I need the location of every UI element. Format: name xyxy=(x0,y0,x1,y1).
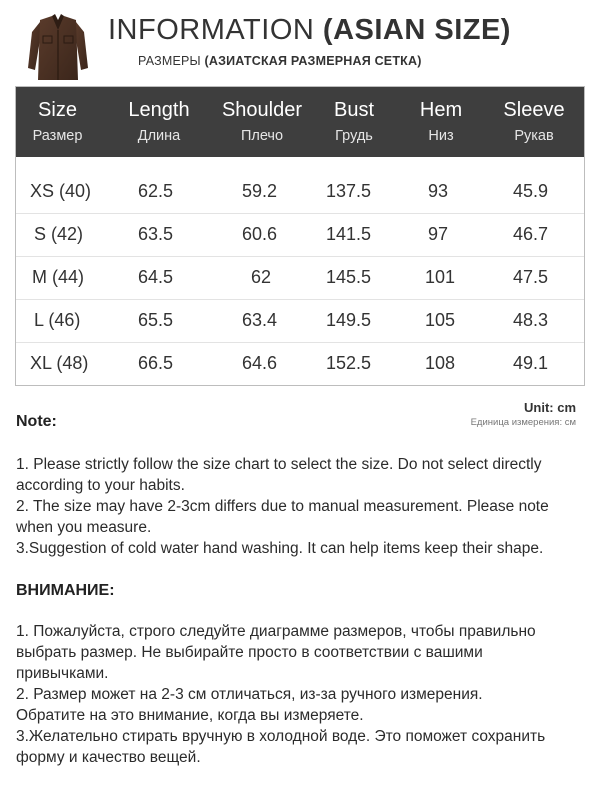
note-line: выбрать размер. Не выбирайте просто в соответствии с вашими xyxy=(16,644,483,661)
cell-bust: 141.5 xyxy=(326,224,372,244)
size-table xyxy=(15,86,585,386)
cell-size: S (42) xyxy=(34,224,84,244)
jacket-thumbnail xyxy=(26,8,90,84)
cell-sleeve: 47.5 xyxy=(513,267,549,287)
cell-size: L (46) xyxy=(34,310,81,330)
cell-size: XL (48) xyxy=(30,353,89,373)
table-row xyxy=(16,342,584,385)
cell-hem: 105 xyxy=(425,310,456,330)
table-row xyxy=(16,299,584,343)
cell-length: 64.5 xyxy=(138,267,174,287)
table-header xyxy=(16,87,584,157)
page-subtitle xyxy=(138,54,422,68)
unit-label-ru: Единица измерения: см xyxy=(470,417,576,428)
jacket-icon xyxy=(26,8,90,84)
subtitle-qualifier: (АЗИАТСКАЯ РАЗМЕРНАЯ СЕТКА) xyxy=(204,54,422,68)
cell-sleeve: 46.7 xyxy=(513,224,549,244)
cell-length: 62.5 xyxy=(138,181,174,201)
cell-length: 65.5 xyxy=(138,310,174,330)
cell-sleeve: 48.3 xyxy=(513,310,549,330)
note-line: when you measure. xyxy=(16,519,152,536)
cell-size: M (44) xyxy=(32,267,85,287)
column-header-en: Length xyxy=(128,99,190,121)
cell-shoulder: 63.4 xyxy=(242,310,278,330)
column-header-shoulder xyxy=(212,87,312,157)
cell-hem: 108 xyxy=(425,353,456,373)
note-line: форму и качество вещей. xyxy=(16,749,201,766)
cell-shoulder: 62 xyxy=(251,267,272,287)
note-line: привычками. xyxy=(16,665,109,682)
table-row xyxy=(16,170,584,214)
cell-size: XS (40) xyxy=(30,181,92,201)
column-header-ru: Плечо xyxy=(240,128,284,144)
note-line: 1. Please strictly follow the size chart to select the size. Do not select directly xyxy=(16,456,542,473)
column-header-size xyxy=(16,87,99,157)
title-main: INFORMATION xyxy=(108,14,315,46)
column-header-en: Shoulder xyxy=(221,99,303,121)
column-header-bust xyxy=(314,87,394,157)
column-header-sleeve xyxy=(494,87,574,157)
cell-length: 66.5 xyxy=(138,353,174,373)
column-header-en: Sleeve xyxy=(503,99,565,121)
cell-sleeve: 49.1 xyxy=(513,353,549,373)
table-row xyxy=(16,256,584,300)
subtitle-main: РАЗМЕРЫ xyxy=(138,54,201,68)
column-header-ru: Грудь xyxy=(335,128,373,144)
column-header-ru: Рукав xyxy=(514,128,554,144)
cell-hem: 97 xyxy=(428,224,449,244)
column-header-en: Size xyxy=(38,99,77,121)
column-header-ru: Низ xyxy=(428,128,454,144)
cell-shoulder: 60.6 xyxy=(242,224,278,244)
note-line: 2. Размер может на 2-3 см отличаться, из-за ручного измерения. xyxy=(16,686,483,703)
column-header-en: Hem xyxy=(419,99,463,121)
title-qualifier: (ASIAN SIZE) xyxy=(322,14,511,46)
cell-shoulder: 64.6 xyxy=(242,353,278,373)
cell-hem: 101 xyxy=(425,267,456,287)
note-line: 3.Suggestion of cold water hand washing. It can help items keep their shape. xyxy=(16,540,544,557)
unit-label: Unit: cm xyxy=(524,400,576,415)
note-line: 3.Желательно стирать вручную в холодной воде. Это поможет сохранить xyxy=(16,728,546,745)
cell-bust: 145.5 xyxy=(326,267,372,287)
cell-bust: 149.5 xyxy=(326,310,372,330)
table-row xyxy=(16,213,584,257)
note-line: according to your habits. xyxy=(16,477,185,494)
note-line: Обратите на это внимание, когда вы измеряете. xyxy=(16,707,364,724)
note-heading-en: Note: xyxy=(16,413,57,430)
cell-sleeve: 45.9 xyxy=(513,181,549,201)
column-header-hem xyxy=(402,87,480,157)
note-heading-ru: ВНИМАНИЕ: xyxy=(16,582,115,599)
column-header-ru: Размер xyxy=(32,128,83,144)
header xyxy=(0,0,600,86)
cell-bust: 137.5 xyxy=(326,181,372,201)
note-line: 2. The size may have 2-3cm differs due to manual measurement. Please note xyxy=(16,498,549,515)
column-header-ru: Длина xyxy=(137,128,181,144)
cell-hem: 93 xyxy=(428,181,449,201)
cell-shoulder: 59.2 xyxy=(242,181,278,201)
cell-bust: 152.5 xyxy=(326,353,372,373)
note-line: 1. Пожалуйста, строго следуйте диаграмме размеров, чтобы правильно xyxy=(16,623,536,640)
column-header-en: Bust xyxy=(333,99,375,121)
page-title xyxy=(108,14,511,47)
column-header-length xyxy=(113,87,205,157)
cell-length: 63.5 xyxy=(138,224,174,244)
